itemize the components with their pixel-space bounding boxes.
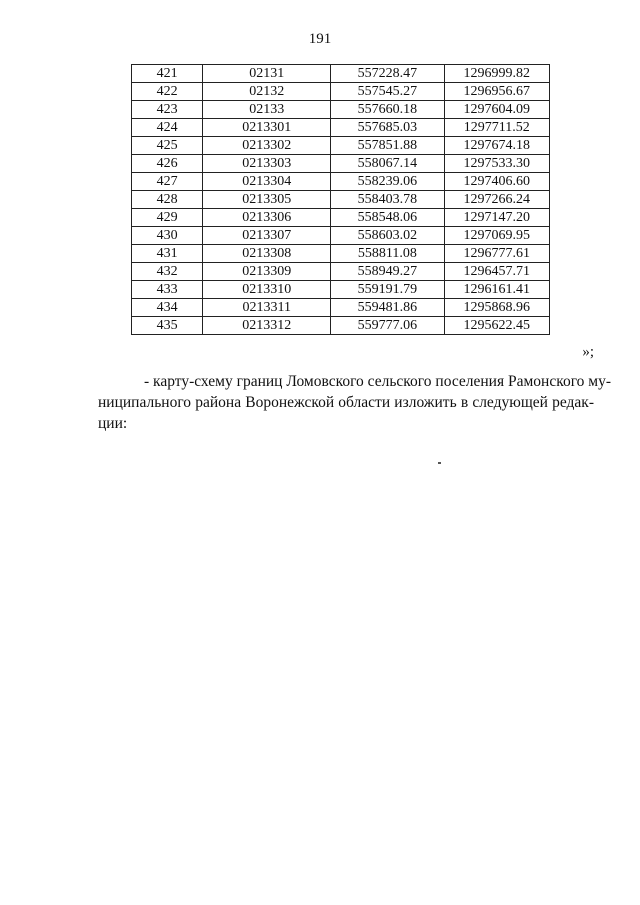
table-row: [132, 245, 550, 263]
x-coordinate-cell: 559777.06: [331, 317, 444, 335]
point-number-cell: 432: [132, 263, 203, 281]
table-row: [132, 227, 550, 245]
point-number-cell: 429: [132, 209, 203, 227]
point-code-cell: 0213304: [203, 173, 331, 191]
point-number-cell: 430: [132, 227, 203, 245]
point-code-cell: 02132: [203, 83, 331, 101]
table-row: [132, 65, 550, 83]
x-coordinate-cell: 558067.14: [331, 155, 444, 173]
table-row: [132, 101, 550, 119]
x-coordinate-cell: 559191.79: [331, 281, 444, 299]
x-coordinate-cell: 557685.03: [331, 119, 444, 137]
y-coordinate-cell: 1296956.67: [444, 83, 550, 101]
point-code-cell: 0213309: [203, 263, 331, 281]
point-code-cell: 0213303: [203, 155, 331, 173]
y-coordinate-cell: 1297711.52: [444, 119, 550, 137]
table-row: [132, 209, 550, 227]
point-number-cell: 434: [132, 299, 203, 317]
point-number-cell: 425: [132, 137, 203, 155]
table-row: [132, 281, 550, 299]
point-code-cell: 0213312: [203, 317, 331, 335]
table-row: [132, 299, 550, 317]
point-number-cell: 435: [132, 317, 203, 335]
closing-quote: »;: [582, 344, 594, 360]
x-coordinate-cell: 558239.06: [331, 173, 444, 191]
point-code-cell: 02133: [203, 101, 331, 119]
y-coordinate-cell: 1296999.82: [444, 65, 550, 83]
point-code-cell: 0213307: [203, 227, 331, 245]
coordinates-table: [131, 64, 550, 335]
point-number-cell: 427: [132, 173, 203, 191]
x-coordinate-cell: 558603.02: [331, 227, 444, 245]
y-coordinate-cell: 1295622.45: [444, 317, 550, 335]
instruction-paragraph: [98, 371, 612, 434]
point-code-cell: 0213302: [203, 137, 331, 155]
coordinates-table-body: [132, 65, 550, 335]
x-coordinate-cell: 559481.86: [331, 299, 444, 317]
paragraph-line: ниципального района Воронежской области изложить в следующей редак-: [98, 394, 594, 411]
point-number-cell: 426: [132, 155, 203, 173]
point-number-cell: 433: [132, 281, 203, 299]
x-coordinate-cell: 558548.06: [331, 209, 444, 227]
y-coordinate-cell: 1297604.09: [444, 101, 550, 119]
x-coordinate-cell: 558811.08: [331, 245, 444, 263]
y-coordinate-cell: 1297674.18: [444, 137, 550, 155]
table-row: [132, 155, 550, 173]
point-number-cell: 421: [132, 65, 203, 83]
point-code-cell: 0213308: [203, 245, 331, 263]
point-code-cell: 0213301: [203, 119, 331, 137]
table-row: [132, 263, 550, 281]
point-code-cell: 0213311: [203, 299, 331, 317]
x-coordinate-cell: 557660.18: [331, 101, 444, 119]
table-row: [132, 83, 550, 101]
table-row: [132, 191, 550, 209]
x-coordinate-cell: 557228.47: [331, 65, 444, 83]
table-row: [132, 119, 550, 137]
point-code-cell: 02131: [203, 65, 331, 83]
table-row: [132, 173, 550, 191]
point-code-cell: 0213306: [203, 209, 331, 227]
x-coordinate-cell: 557545.27: [331, 83, 444, 101]
y-coordinate-cell: 1295868.96: [444, 299, 550, 317]
x-coordinate-cell: 558403.78: [331, 191, 444, 209]
table-row: [132, 317, 550, 335]
paragraph-line: - карту-схему границ Ломовского сельского поселения Рамонского му-: [144, 373, 612, 390]
point-number-cell: 423: [132, 101, 203, 119]
y-coordinate-cell: 1297533.30: [444, 155, 550, 173]
point-code-cell: 0213305: [203, 191, 331, 209]
point-number-cell: 431: [132, 245, 203, 263]
point-number-cell: 422: [132, 83, 203, 101]
y-coordinate-cell: 1296777.61: [444, 245, 550, 263]
x-coordinate-cell: 557851.88: [331, 137, 444, 155]
point-code-cell: 0213310: [203, 281, 331, 299]
page-number: 191: [308, 31, 332, 47]
table-row: [132, 137, 550, 155]
scan-speck: [438, 462, 441, 464]
paragraph-line: ции:: [98, 415, 128, 432]
y-coordinate-cell: 1297266.24: [444, 191, 550, 209]
point-number-cell: 428: [132, 191, 203, 209]
y-coordinate-cell: 1296161.41: [444, 281, 550, 299]
x-coordinate-cell: 558949.27: [331, 263, 444, 281]
y-coordinate-cell: 1297147.20: [444, 209, 550, 227]
y-coordinate-cell: 1297069.95: [444, 227, 550, 245]
point-number-cell: 424: [132, 119, 203, 137]
y-coordinate-cell: 1297406.60: [444, 173, 550, 191]
y-coordinate-cell: 1296457.71: [444, 263, 550, 281]
